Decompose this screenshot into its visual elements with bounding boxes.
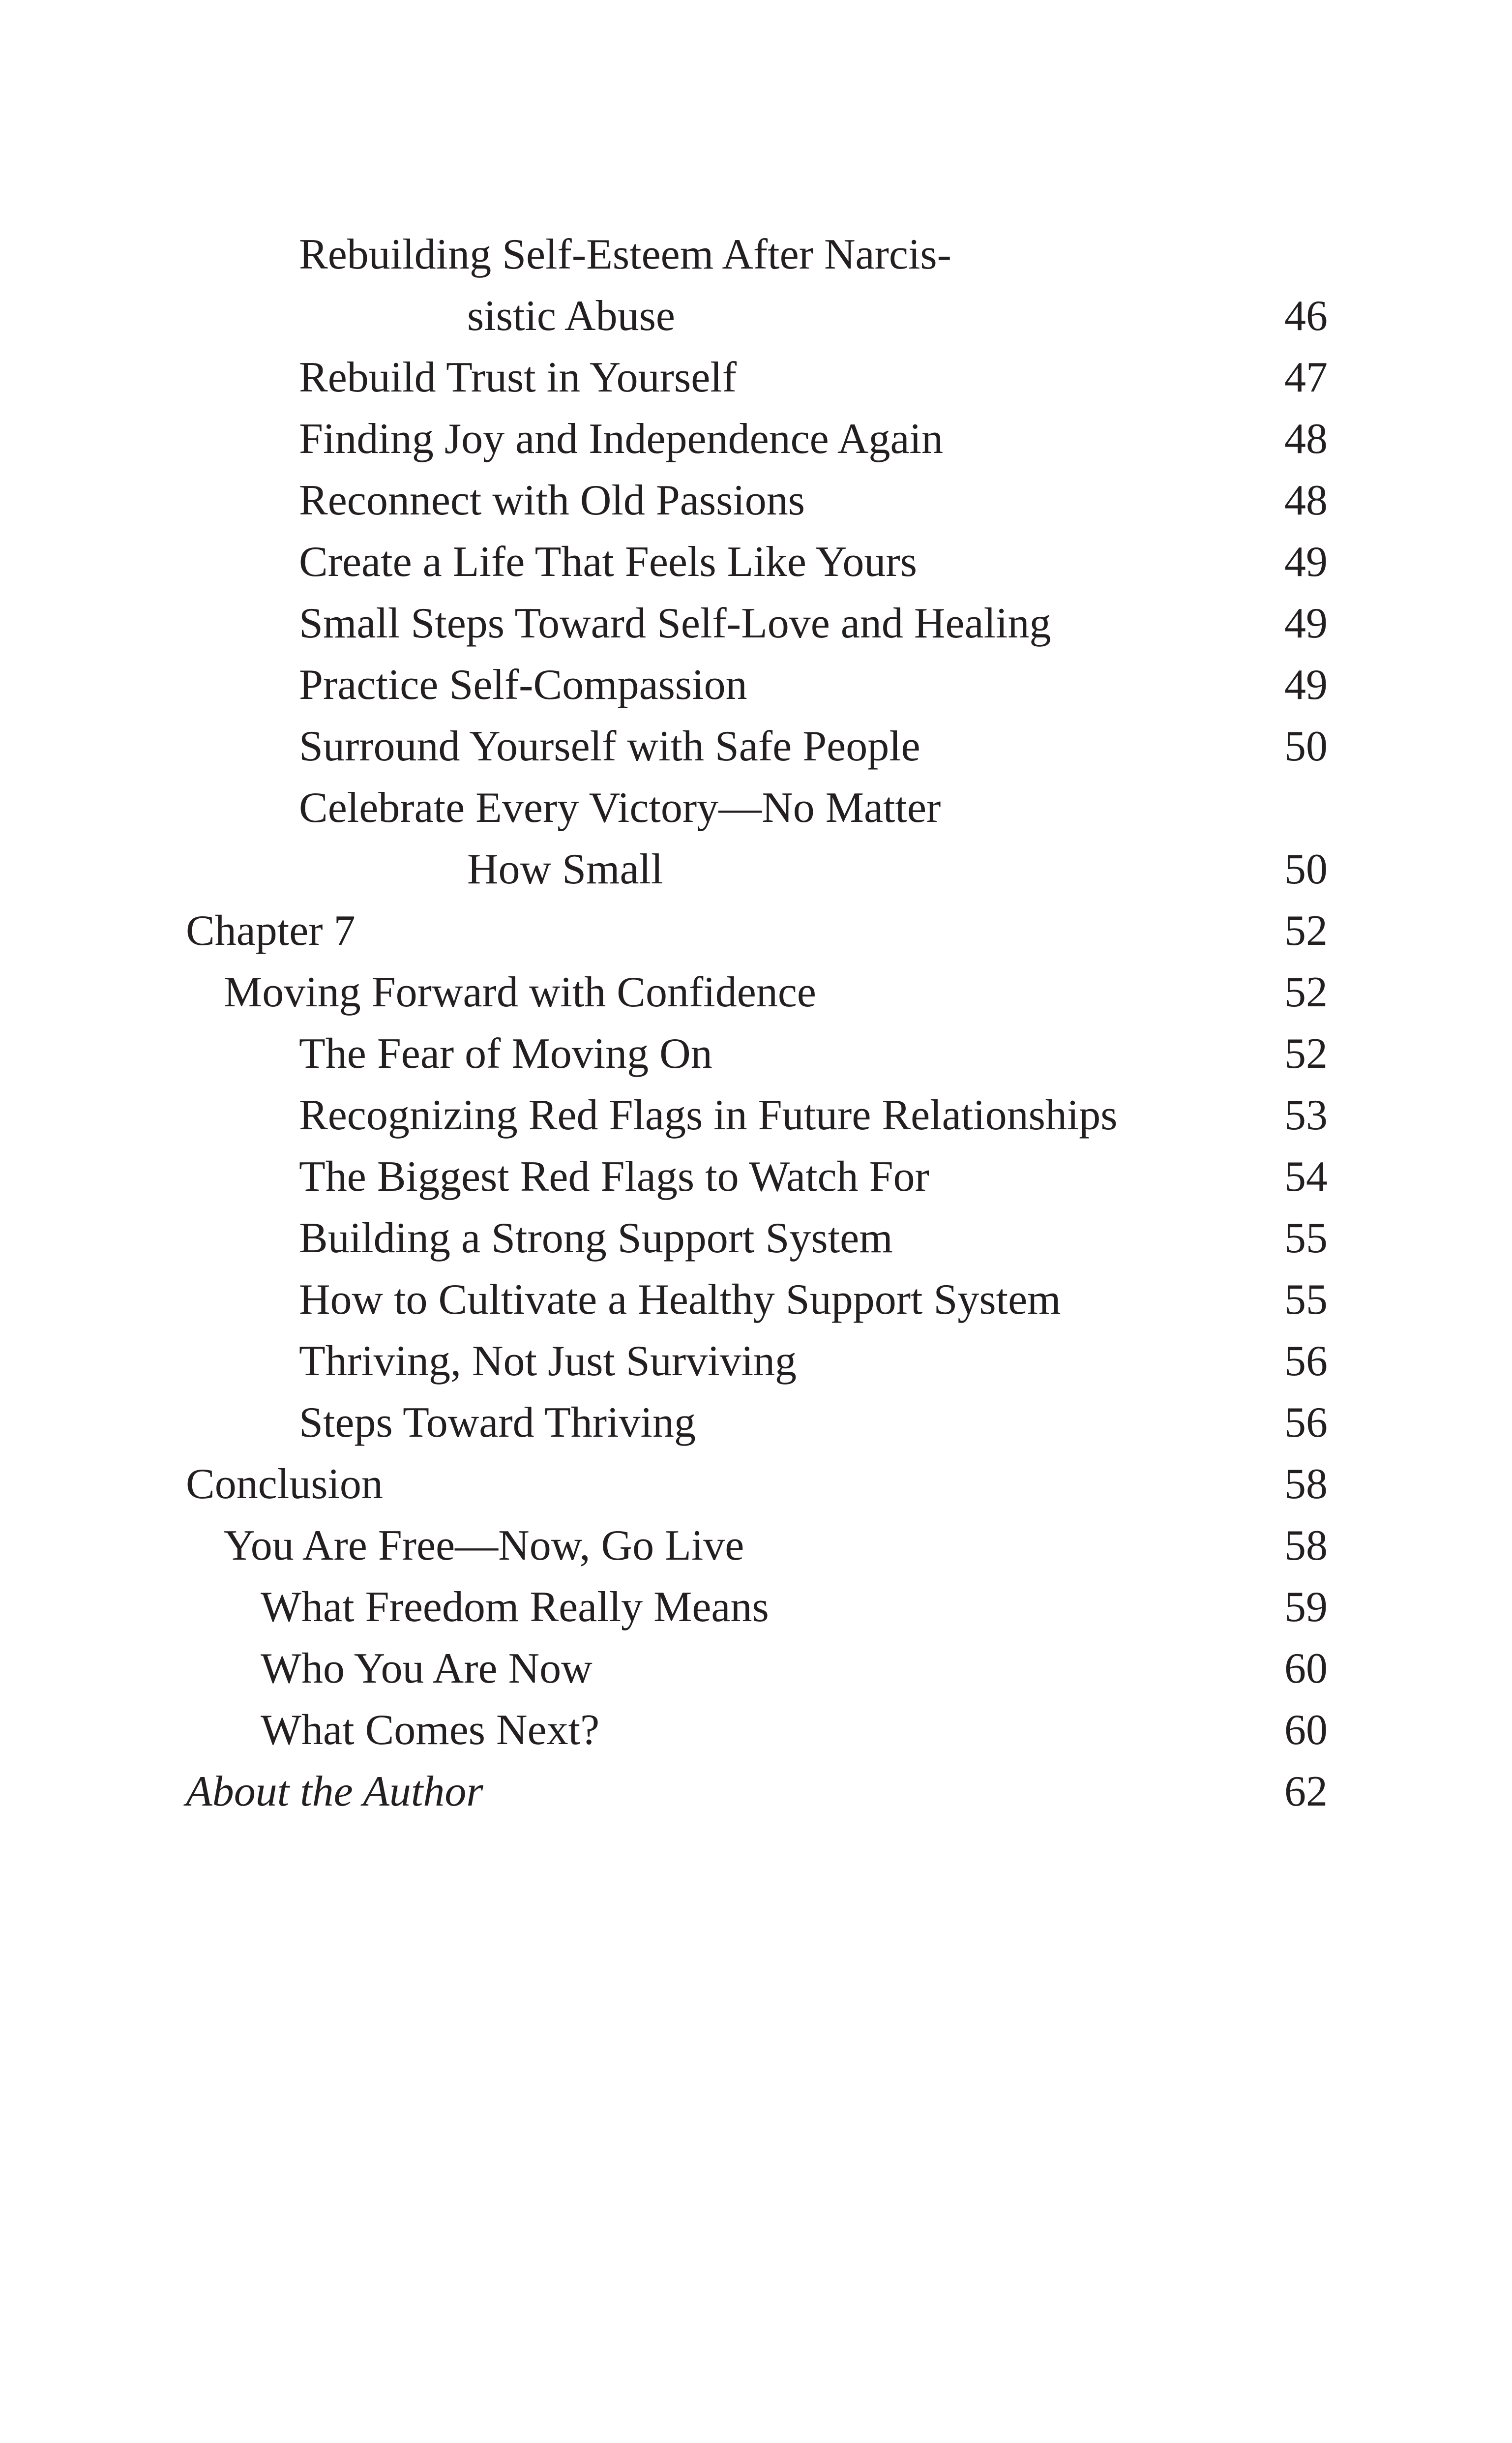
toc-entry-page: 49 (1284, 661, 1328, 709)
toc-entry-rebuilding-self-esteem (0, 224, 1512, 285)
toc-entry-page: 60 (1284, 1645, 1328, 1692)
toc-entry-title: Conclusion (186, 1460, 383, 1508)
toc-entry-title: Chapter 7 (186, 907, 356, 955)
toc-entry-title: Recognizing Red Flags in Future Relationships (299, 1091, 1118, 1139)
toc-entry-page: 47 (1284, 354, 1328, 401)
toc-entry-page: 58 (1284, 1460, 1328, 1508)
toc-entry-title: Building a Strong Support System (299, 1214, 893, 1262)
toc-entry-page: 52 (1284, 968, 1328, 1016)
toc-entry-title: Moving Forward with Confidence (224, 968, 816, 1016)
toc-entry-page: 53 (1284, 1091, 1328, 1139)
toc-entry-page: 58 (1284, 1522, 1328, 1569)
toc-entry-title: Practice Self-Compassion (299, 661, 747, 709)
toc-entry-what-comes-next (0, 1699, 1512, 1761)
toc-entry-page: 50 (1284, 723, 1328, 770)
toc-entry-fear-of-moving-on (0, 1023, 1512, 1085)
toc-entry-page: 54 (1284, 1153, 1328, 1201)
toc-entry-title: Who You Are Now (261, 1645, 593, 1692)
toc-entry-title: Rebuild Trust in Yourself (299, 354, 737, 401)
toc-entry-title: Celebrate Every Victory—No Matter (299, 784, 941, 832)
toc-entry-biggest-red-flags (0, 1146, 1512, 1207)
toc-entry-building-support-system (0, 1207, 1512, 1269)
toc-entry-who-you-are-now (0, 1638, 1512, 1699)
toc-entry-moving-forward (0, 962, 1512, 1023)
toc-entry-what-freedom-means (0, 1576, 1512, 1638)
toc-entry-title: Rebuilding Self-Esteem After Narcis- (299, 231, 951, 278)
toc-entry-page: 49 (1284, 600, 1328, 647)
toc-entry-celebrate-every-victory-cont (0, 839, 1512, 900)
toc-entry-page: 62 (1284, 1768, 1328, 1815)
toc-entry-rebuilding-self-esteem-cont (0, 285, 1512, 347)
toc-entry-steps-toward-thriving (0, 1392, 1512, 1453)
toc-entry-small-steps (0, 593, 1512, 654)
toc-entry-title: You Are Free—Now, Go Live (224, 1522, 744, 1569)
toc-entry-page: 50 (1284, 845, 1328, 893)
toc-entry-page: 55 (1284, 1214, 1328, 1262)
toc-entry-recognizing-red-flags (0, 1085, 1512, 1146)
toc-entry-title: What Comes Next? (261, 1706, 600, 1754)
toc-entry-title: How Small (467, 845, 663, 893)
toc-entry-title: Create a Life That Feels Like Yours (299, 538, 917, 586)
toc-entry-surround-yourself (0, 716, 1512, 777)
toc-entry-page: 56 (1284, 1399, 1328, 1447)
toc-entry-page: 49 (1284, 538, 1328, 586)
toc-entry-page: 56 (1284, 1337, 1328, 1385)
toc-entry-rebuild-trust (0, 347, 1512, 408)
toc-entry-page: 60 (1284, 1706, 1328, 1754)
toc-entry-chapter-7 (0, 900, 1512, 962)
toc-entry-celebrate-every-victory (0, 777, 1512, 839)
toc-entry-page: 46 (1284, 292, 1328, 340)
toc-entry-practice-self-compassion (0, 654, 1512, 716)
toc-entry-about-the-author (0, 1761, 1512, 1822)
toc-entry-thriving-not-surviving (0, 1330, 1512, 1392)
toc-entry-finding-joy (0, 408, 1512, 470)
toc-entry-page: 48 (1284, 415, 1328, 463)
toc-entry-title: Thriving, Not Just Surviving (299, 1337, 797, 1385)
toc-entry-page: 59 (1284, 1583, 1328, 1631)
toc-entry-title: Surround Yourself with Safe People (299, 723, 920, 770)
toc-entry-conclusion (0, 1453, 1512, 1515)
toc-entry-cultivate-support-system (0, 1269, 1512, 1330)
toc-entry-reconnect-passions (0, 470, 1512, 531)
toc-entry-title: What Freedom Really Means (261, 1583, 769, 1631)
toc-entry-title: How to Cultivate a Healthy Support System (299, 1276, 1061, 1324)
toc-entry-title: About the Author (186, 1768, 483, 1815)
toc-entry-title: The Biggest Red Flags to Watch For (299, 1153, 929, 1201)
toc-entry-you-are-free (0, 1515, 1512, 1576)
toc-entry-page: 55 (1284, 1276, 1328, 1324)
toc-entry-title: Steps Toward Thriving (299, 1399, 696, 1447)
toc-entry-title: The Fear of Moving On (299, 1030, 712, 1078)
toc-entry-create-a-life (0, 531, 1512, 593)
toc-entry-page: 52 (1284, 1030, 1328, 1078)
toc-entry-title: Small Steps Toward Self-Love and Healing (299, 600, 1051, 647)
toc-entry-title: Reconnect with Old Passions (299, 477, 805, 524)
toc-entry-title: sistic Abuse (467, 292, 675, 340)
toc-entry-page: 48 (1284, 477, 1328, 524)
toc-entry-page: 52 (1284, 907, 1328, 955)
toc-entry-title: Finding Joy and Independence Again (299, 415, 943, 463)
